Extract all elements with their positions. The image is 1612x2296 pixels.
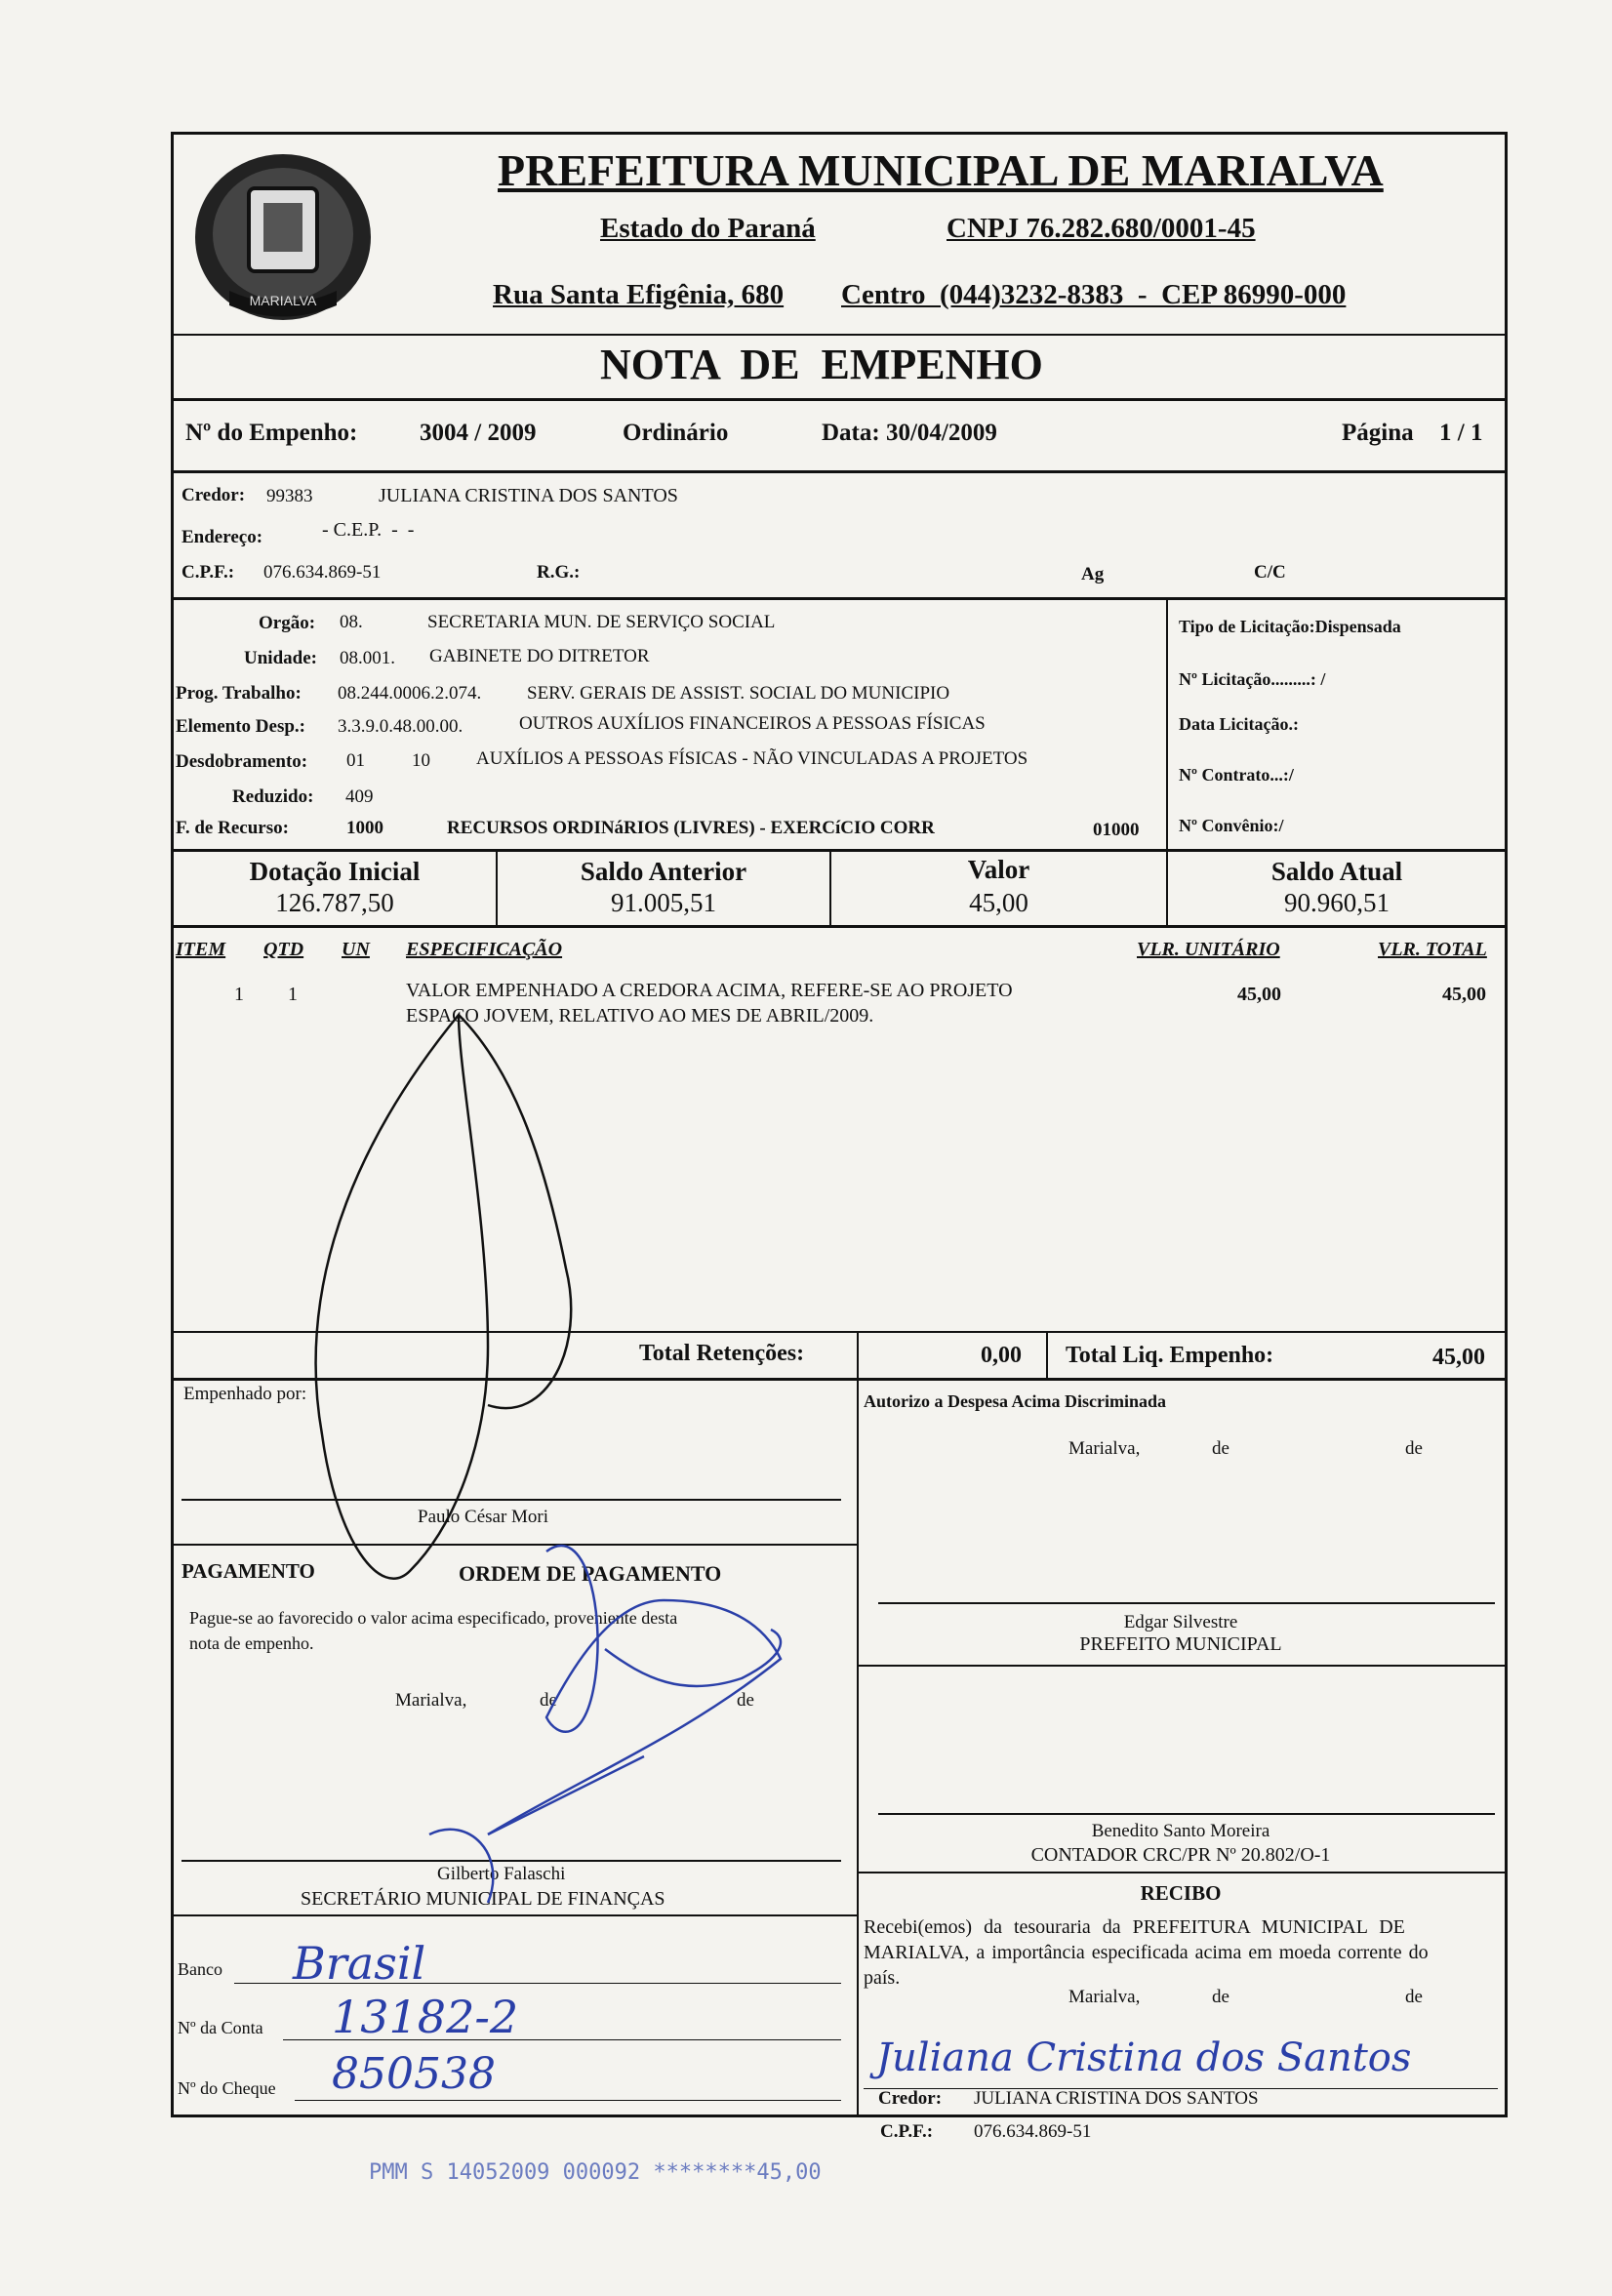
prefeito-role: PREFEITO MUNICIPAL xyxy=(1079,1633,1282,1655)
cheque-handwritten: 850538 xyxy=(332,2049,496,2099)
tipo-licitacao: Tipo de Licitação:Dispensada xyxy=(1179,617,1401,636)
secretario-role: SECRETÁRIO MUNICIPAL DE FINANÇAS xyxy=(301,1888,665,1910)
pagamento-city: Marialva, xyxy=(395,1690,467,1711)
pagamento-de1: de xyxy=(540,1690,557,1711)
reduzido-label: Reduzido: xyxy=(232,786,314,807)
empenho-type: Ordinário xyxy=(623,420,729,446)
endereco-label: Endereço: xyxy=(181,527,263,547)
recibo-cpf-value: 076.634.869-51 xyxy=(974,2121,1092,2142)
fonte-label: F. de Recurso: xyxy=(176,818,289,838)
elemento-label: Elemento Desp.: xyxy=(176,716,305,737)
document-title: NOTA DE EMPENHO xyxy=(600,341,1043,388)
empenho-number: 3004 / 2009 xyxy=(420,420,537,446)
desdobramento-a: 01 xyxy=(346,750,365,771)
cc-label: C/C xyxy=(1254,562,1286,583)
elemento-code: 3.3.9.0.48.00.00. xyxy=(338,716,463,737)
orgao-name: SECRETARIA MUN. DE SERVIÇO SOCIAL xyxy=(427,612,776,632)
recibo-text1: Recebi(emos) da tesouraria da PREFEITURA MUNICIPAL DE xyxy=(864,1916,1405,1938)
prog-name: SERV. GERAIS DE ASSIST. SOCIAL DO MUNICIPIO xyxy=(527,683,950,704)
row-spec-line2: ESPACO JOVEM, RELATIVO AO MES DE ABRIL/2009. xyxy=(406,1005,874,1027)
contador-name: Benedito Santo Moreira xyxy=(1091,1821,1270,1841)
svg-text:MARIALVA: MARIALVA xyxy=(249,293,317,308)
cpf-label: C.P.F.: xyxy=(181,562,235,583)
total-retencoes-value: 0,00 xyxy=(981,1343,1022,1368)
total-liq-value: 45,00 xyxy=(1432,1345,1485,1370)
pagamento-text1: Pague-se ao favorecido o valor acima especificado, proveniente desta xyxy=(189,1608,678,1628)
autorizo-de2: de xyxy=(1405,1438,1423,1459)
desdobramento-name: AUXÍLIOS A PESSOAS FÍSICAS - NÃO VINCULADAS A PROJETOS xyxy=(476,748,1028,769)
page-title: PREFEITURA MUNICIPAL DE MARIALVA xyxy=(498,145,1384,195)
col-vlr-unitario: VLR. UNITÁRIO xyxy=(1137,939,1280,960)
recibo-credor-label: Credor: xyxy=(878,2088,943,2109)
credor-label: Credor: xyxy=(181,485,246,505)
ordem-pagamento-label: ORDEM DE PAGAMENTO xyxy=(459,1561,722,1586)
credor-signature: Juliana Cristina dos Santos xyxy=(876,2035,1412,2080)
reduzido-value: 409 xyxy=(345,786,374,807)
numero-convenio: Nº Convênio:/ xyxy=(1179,816,1284,835)
empenho-date: Data: 30/04/2009 xyxy=(822,420,997,446)
total-liq-label: Total Liq. Empenho: xyxy=(1066,1343,1274,1368)
orgao-label: Orgão: xyxy=(259,613,316,633)
empenhado-name: Paulo César Mori xyxy=(418,1507,549,1527)
recibo-cpf-label: C.P.F.: xyxy=(880,2121,934,2142)
empenho-label: Nº do Empenho: xyxy=(185,420,358,446)
valor-value: 45,00 xyxy=(969,888,1028,917)
valor-label: Valor xyxy=(967,855,1030,884)
saldo-atual-label: Saldo Atual xyxy=(1270,857,1403,886)
conta-handwritten: 13182-2 xyxy=(332,1991,519,2043)
col-item: ITEM xyxy=(176,939,226,960)
recibo-de1: de xyxy=(1212,1987,1229,2007)
dotacao-inicial-value: 126.787,50 xyxy=(275,888,394,917)
cpf-value: 076.634.869-51 xyxy=(263,562,382,583)
col-qtd: QTD xyxy=(263,939,304,960)
cnpj-label: CNPJ 76.282.680/0001-45 xyxy=(947,213,1256,244)
col-especificacao: ESPECIFICAÇÃO xyxy=(406,939,563,960)
contact-label: Centro (044)3232-8383 - CEP 86990-000 xyxy=(841,279,1347,310)
empenhado-label: Empenhado por: xyxy=(183,1384,307,1404)
contador-role: CONTADOR CRC/PR Nº 20.802/O-1 xyxy=(1030,1844,1331,1866)
unidade-name: GABINETE DO DITRETOR xyxy=(429,646,650,666)
fonte-code: 1000 xyxy=(346,818,383,838)
rg-label: R.G.: xyxy=(537,562,581,583)
fonte-number: 01000 xyxy=(1093,820,1140,840)
saldo-atual-value: 90.960,51 xyxy=(1284,888,1390,917)
state-label: Estado do Paraná xyxy=(600,213,816,244)
banco-handwritten: Brasil xyxy=(293,1937,426,1990)
prog-code: 08.244.0006.2.074. xyxy=(338,683,482,704)
desdobramento-label: Desdobramento: xyxy=(176,751,308,772)
row-item: 1 xyxy=(234,984,244,1005)
unidade-code: 08.001. xyxy=(340,648,395,668)
orgao-code: 08. xyxy=(340,612,363,632)
recibo-credor-name: JULIANA CRISTINA DOS SANTOS xyxy=(974,2088,1259,2109)
row-unit-value: 45,00 xyxy=(1237,984,1281,1005)
autorizo-label: Autorizo a Despesa Acima Discriminada xyxy=(864,1391,1166,1411)
col-un: UN xyxy=(342,939,370,960)
payment-stamp: PMM S 14052009 000092 ********45,00 xyxy=(369,2160,822,2185)
desdobramento-b: 10 xyxy=(412,750,430,771)
numero-licitacao: Nº Licitação.........: / xyxy=(1179,669,1326,689)
pagamento-label: PAGAMENTO xyxy=(181,1559,315,1583)
recibo-text3: país. xyxy=(864,1967,901,1989)
recibo-text2: MARIALVA, a importância especificada acima em moeda corrente do xyxy=(864,1942,1429,1963)
row-qtd: 1 xyxy=(288,984,298,1005)
pagamento-de2: de xyxy=(737,1690,754,1711)
pagamento-text2: nota de empenho. xyxy=(189,1633,314,1653)
prefeito-name: Edgar Silvestre xyxy=(1123,1612,1238,1632)
autorizo-city: Marialva, xyxy=(1068,1438,1141,1459)
numero-contrato: Nº Contrato...:/ xyxy=(1179,765,1294,785)
page-number-label: Página xyxy=(1342,420,1414,446)
autorizo-de1: de xyxy=(1212,1438,1229,1459)
secretario-name: Gilberto Falaschi xyxy=(437,1864,566,1884)
cheque-label: Nº do Cheque xyxy=(178,2078,276,2098)
saldo-anterior-label: Saldo Anterior xyxy=(580,857,747,886)
endereco-value: - C.E.P. - - xyxy=(322,519,415,541)
fonte-name: RECURSOS ORDINáRIOS (LIVRES) - EXERCíCIO CORR xyxy=(447,818,935,838)
recibo-city: Marialva, xyxy=(1068,1987,1141,2007)
banco-label: Banco xyxy=(178,1959,222,1979)
col-vlr-total: VLR. TOTAL xyxy=(1378,939,1487,960)
row-total-value: 45,00 xyxy=(1442,984,1486,1005)
credor-code: 99383 xyxy=(266,486,313,506)
ag-label: Ag xyxy=(1081,564,1105,584)
recibo-de2: de xyxy=(1405,1987,1423,2007)
credor-name: JULIANA CRISTINA DOS SANTOS xyxy=(379,485,678,506)
recibo-title: RECIBO xyxy=(1140,1881,1222,1905)
dotacao-inicial-label: Dotação Inicial xyxy=(249,857,421,886)
page-number: 1 / 1 xyxy=(1439,420,1483,446)
data-licitacao: Data Licitação.: xyxy=(1179,714,1299,734)
prog-label: Prog. Trabalho: xyxy=(176,683,302,704)
unidade-label: Unidade: xyxy=(244,648,317,668)
conta-label: Nº da Conta xyxy=(178,2018,263,2037)
saldo-anterior-value: 91.005,51 xyxy=(611,888,716,917)
row-spec-line1: VALOR EMPENHADO A CREDORA ACIMA, REFERE-SE AO PROJETO xyxy=(406,980,1013,1001)
address-label: Rua Santa Efigênia, 680 xyxy=(493,279,785,310)
total-retencoes-label: Total Retenções: xyxy=(639,1341,805,1366)
elemento-name: OUTROS AUXÍLIOS FINANCEIROS A PESSOAS FÍSICAS xyxy=(519,713,986,734)
